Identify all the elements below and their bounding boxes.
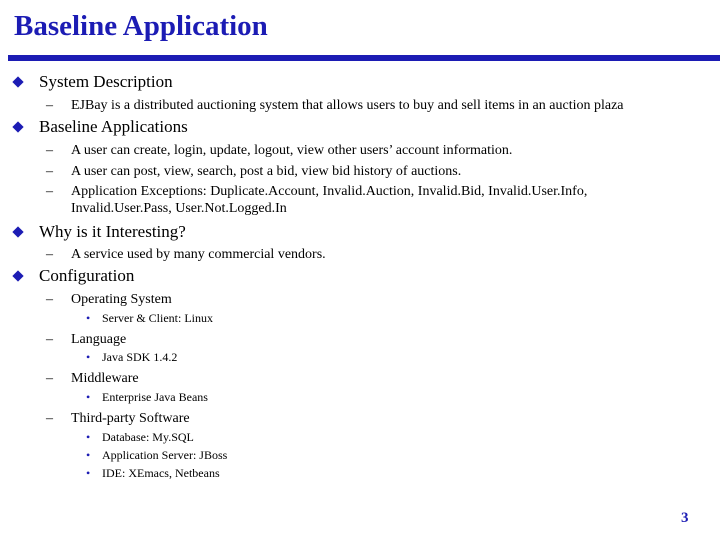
dash-bullet-icon: –: [46, 164, 53, 179]
dash-bullet-icon: –: [46, 411, 53, 426]
list-item-text: A user can create, login, update, logout, view other users’ account information.: [71, 143, 513, 158]
dash-bullet-icon: –: [46, 292, 53, 307]
config-group-label: Middleware: [71, 371, 139, 386]
diamond-bullet-icon: [12, 76, 23, 87]
dash-bullet-icon: –: [46, 247, 53, 262]
list-item-text: A user can post, view, search, post a bid, view bid history of auctions.: [71, 164, 462, 179]
diamond-bullet-icon: [12, 270, 23, 281]
slide-title: Baseline Application: [14, 10, 268, 42]
list-item-text: A service used by many commercial vendors.: [71, 247, 326, 262]
dash-bullet-icon: –: [46, 332, 53, 347]
list-item-text: EJBay is a distributed auctioning system that allows users to buy and sell items in an auction plaza: [71, 98, 624, 113]
config-group-label: Third-party Software: [71, 411, 190, 426]
config-group-label: Language: [71, 332, 127, 347]
dot-bullet-icon: •: [86, 390, 91, 404]
diamond-bullet-icon: [12, 121, 23, 132]
section-heading: System Description: [39, 72, 173, 91]
config-group-label: Operating System: [71, 292, 172, 307]
list-item-text: Application Exceptions: Duplicate.Account, Invalid.Auction, Invalid.Bid, Invalid.User.Info, Invalid.User.Pass, User.Not.Logged.In: [71, 184, 588, 216]
section-heading: Configuration: [39, 266, 135, 285]
dot-bullet-icon: •: [86, 430, 91, 444]
dash-bullet-icon: –: [46, 184, 53, 199]
title-underline: [8, 55, 720, 61]
config-detail-text: Database: My.SQL: [102, 430, 194, 444]
dash-bullet-icon: –: [46, 371, 53, 386]
config-detail-text: Enterprise Java Beans: [102, 390, 208, 404]
config-detail-text: Java SDK 1.4.2: [102, 350, 178, 364]
dot-bullet-icon: •: [86, 311, 91, 325]
section-heading: Baseline Applications: [39, 117, 188, 136]
page-number: 3: [681, 510, 689, 526]
dash-bullet-icon: –: [46, 143, 53, 158]
dot-bullet-icon: •: [86, 448, 91, 462]
dot-bullet-icon: •: [86, 466, 91, 480]
config-detail-text: IDE: XEmacs, Netbeans: [102, 466, 220, 480]
dash-bullet-icon: –: [46, 98, 53, 113]
dot-bullet-icon: •: [86, 350, 91, 364]
diamond-bullet-icon: [12, 226, 23, 237]
config-detail-text: Application Server: JBoss: [102, 448, 228, 462]
config-detail-text: Server & Client: Linux: [102, 311, 213, 325]
section-heading: Why is it Interesting?: [39, 222, 186, 241]
